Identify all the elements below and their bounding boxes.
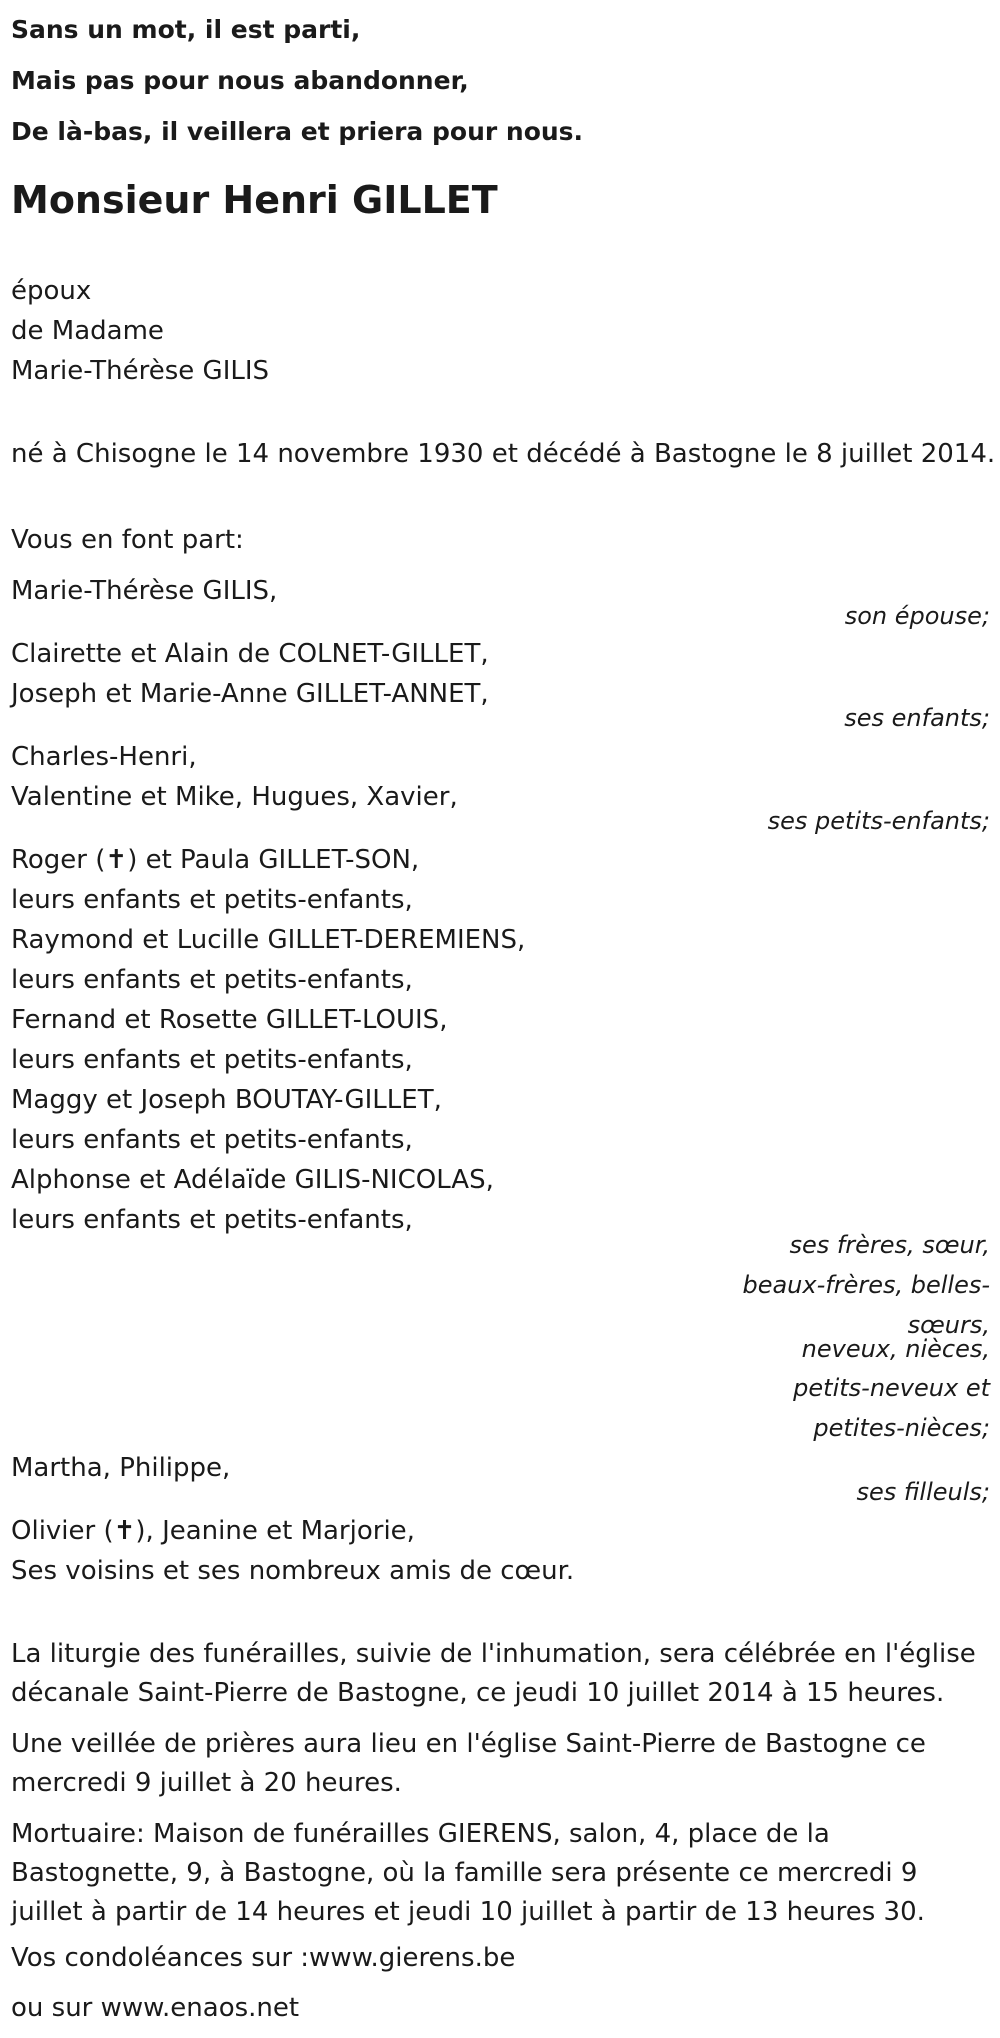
sibling-line: leurs enfants et petits-enfants,	[11, 965, 413, 995]
spouse-relation: son épouse;	[844, 602, 990, 630]
godchildren-relation: ses filleuls;	[856, 1478, 990, 1506]
child-name: Joseph et Marie-Anne GILLET-ANNET,	[11, 679, 489, 709]
spouse-intro-line: Marie-Thérèse GILIS	[11, 356, 270, 386]
sibling-line: Maggy et Joseph BOUTAY-GILLET,	[11, 1085, 442, 1115]
deceased-name: Monsieur Henri GILLET	[11, 178, 498, 222]
poem-line: De là-bas, il veillera et priera pour nous.	[11, 117, 584, 146]
sibling-line: Fernand et Rosette GILLET-LOUIS,	[11, 1005, 448, 1035]
poem-line: Sans un mot, il est parti,	[11, 15, 361, 44]
sibling-line: leurs enfants et petits-enfants,	[11, 1205, 413, 1235]
grandchild-name: Valentine et Mike, Hugues, Xavier,	[11, 782, 458, 812]
siblings-relation-line: ses frères, sœur,	[789, 1231, 990, 1259]
birth-death-text: né à Chisogne le 14 novembre 1930 et décédé à Bastogne le 8 juillet 2014.	[11, 439, 996, 469]
child-name: Clairette et Alain de COLNET-GILLET,	[11, 639, 489, 669]
siblings-relation-line: sœurs,	[907, 1311, 990, 1339]
spouse-name: Marie-Thérèse GILIS,	[11, 576, 278, 606]
condolences-text: Vos condoléances sur :www.gierens.be	[11, 1943, 516, 1973]
siblings-relation-line: neveux, nièces,	[801, 1335, 990, 1363]
spouse-intro-line: de Madame	[11, 316, 164, 346]
sibling-line: Raymond et Lucille GILLET-DEREMIENS,	[11, 925, 526, 955]
grandchildren-relation: ses petits-enfants;	[767, 807, 990, 835]
mortuary-details: Mortuaire: Maison de funérailles GIERENS, salon, 4, place de la Bastognette, 9, à Bastogne, où la famille sera présente ce mercredi 9 juillet à partir de 14 heures et jeudi 10 juillet à partir de 13 heures 30.	[11, 1819, 925, 1927]
spouse-intro-line: époux	[11, 276, 92, 306]
siblings-relation-line: petites-nièces;	[813, 1414, 990, 1442]
other-family-line: Olivier (✝), Jeanine et Marjorie,	[11, 1516, 415, 1546]
funeral-details: La liturgie des funérailles, suivie de l'inhumation, sera célébrée en l'église décanale Saint-Pierre de Bastogne, ce jeudi 10 juillet 2014 à 15 heures.	[11, 1639, 976, 1708]
sibling-line: Alphonse et Adélaïde GILIS-NICOLAS,	[11, 1165, 494, 1195]
siblings-relation-line: beaux-frères, belles-	[742, 1271, 990, 1299]
vigil-details: Une veillée de prières aura lieu en l'église Saint-Pierre de Bastogne ce mercredi 9 juillet à 20 heures.	[11, 1729, 926, 1798]
announcement-intro: Vous en font part:	[11, 525, 244, 555]
condolences-alt-text: ou sur www.enaos.net	[11, 1993, 300, 2023]
poem	[11, 4, 583, 157]
other-family-line: Ses voisins et ses nombreux amis de cœur.	[11, 1556, 575, 1586]
sibling-line: leurs enfants et petits-enfants,	[11, 1045, 413, 1075]
poem-line: Mais pas pour nous abandonner,	[11, 66, 469, 95]
children-relation: ses enfants;	[844, 704, 990, 732]
sibling-line: leurs enfants et petits-enfants,	[11, 1125, 413, 1155]
siblings-relation-line: petits-neveux et	[793, 1374, 990, 1402]
grandchild-name: Charles-Henri,	[11, 742, 197, 772]
sibling-line: leurs enfants et petits-enfants,	[11, 885, 413, 915]
godchildren-names: Martha, Philippe,	[11, 1453, 231, 1483]
sibling-line: Roger (✝) et Paula GILLET-SON,	[11, 845, 420, 875]
